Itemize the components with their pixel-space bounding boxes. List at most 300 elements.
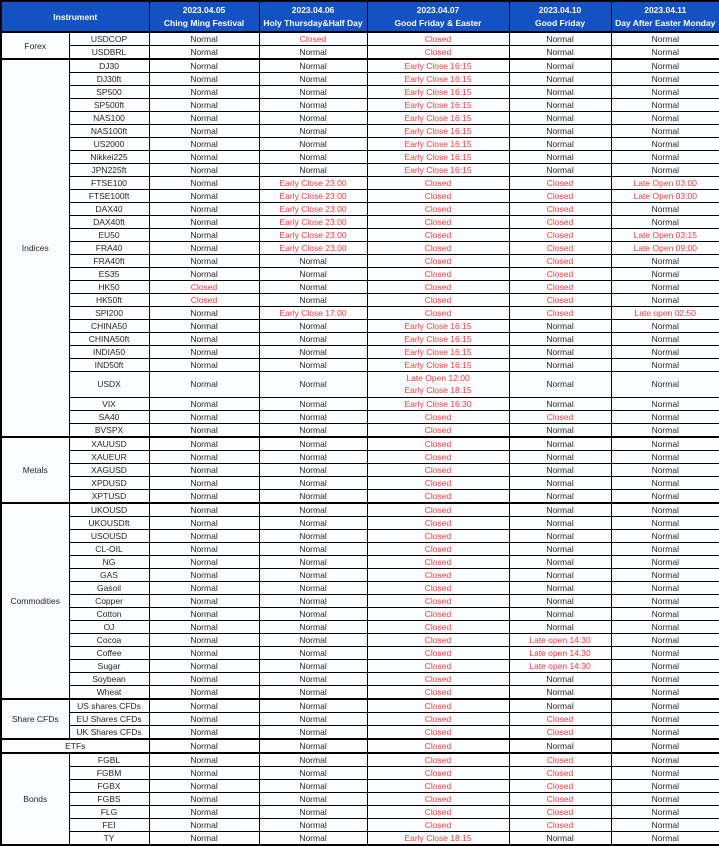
status-value: Normal: [190, 243, 218, 253]
status-value: Normal: [299, 700, 327, 711]
status-value: Normal: [190, 673, 218, 684]
status-cell: [509, 46, 611, 60]
status-cell: [367, 779, 509, 792]
status-value: Normal: [190, 780, 218, 791]
status-value: Closed: [546, 282, 574, 292]
status-cell: [367, 359, 509, 372]
status-cell: [611, 242, 719, 255]
status-value: Normal: [651, 379, 679, 390]
status-cell: [509, 112, 611, 125]
status-value: Closed: [424, 647, 452, 658]
status-cell: [259, 503, 367, 517]
status-cell: [367, 450, 509, 463]
status-cell: [149, 831, 259, 845]
status-cell: [149, 333, 259, 346]
status-cell: [149, 712, 259, 725]
status-cell: [149, 555, 259, 568]
instrument-cell: OJ: [69, 620, 149, 633]
status-cell: [509, 805, 611, 818]
status-value: Normal: [546, 321, 574, 331]
instrument-cell: IND50ft: [69, 359, 149, 372]
status-cell: [367, 555, 509, 568]
status-cell: [367, 59, 509, 73]
status-value: Closed: [424, 530, 452, 541]
table-row: [1, 372, 719, 398]
status-cell: [149, 463, 259, 476]
table-row: [1, 229, 719, 242]
status-cell: [149, 503, 259, 517]
instrument-cell: FGBX: [69, 779, 149, 792]
table-row: [1, 151, 719, 164]
status-value: Closed: [424, 217, 452, 227]
status-value: Closed: [424, 621, 452, 632]
status-value: Late Open 03:00: [633, 191, 697, 201]
status-value: Normal: [546, 139, 574, 149]
status-value: Normal: [299, 660, 327, 671]
status-value: Normal: [190, 464, 218, 475]
status-value: Closed: [424, 700, 452, 711]
status-value: Closed: [424, 451, 452, 462]
instrument-cell: Cotton: [69, 607, 149, 620]
status-value: Normal: [190, 347, 218, 357]
status-value: Early Close 16:15: [404, 74, 472, 84]
status-value: Normal: [299, 582, 327, 593]
status-cell: [259, 516, 367, 529]
table-row: [1, 333, 719, 346]
status-value: Closed: [424, 634, 452, 645]
status-value: Late open 14:30: [529, 634, 591, 645]
status-cell: [149, 725, 259, 739]
status-value: Normal: [651, 204, 679, 214]
status-cell: [259, 294, 367, 307]
status-cell: [259, 423, 367, 437]
status-cell: [611, 568, 719, 581]
group-cell: Metals: [1, 437, 69, 503]
status-value: Normal: [651, 61, 679, 71]
status-value: Normal: [299, 713, 327, 724]
status-cell: [611, 779, 719, 792]
status-value: Normal: [299, 139, 327, 149]
table-row: [1, 792, 719, 805]
instrument-cell: TY: [69, 831, 149, 845]
status-cell: [367, 568, 509, 581]
status-cell: [367, 281, 509, 294]
instrument-cell: VIX: [69, 397, 149, 410]
status-cell: [367, 46, 509, 60]
instrument-cell: UKOUSDft: [69, 516, 149, 529]
status-cell: [367, 164, 509, 177]
status-cell: [509, 268, 611, 281]
status-cell: [367, 672, 509, 685]
group-cell: Commodities: [1, 503, 69, 699]
status-value: Early Close 16:15: [404, 61, 472, 71]
status-value: Normal: [190, 832, 218, 843]
status-value: Closed: [424, 780, 452, 791]
instrument-cell: CHINA50: [69, 320, 149, 333]
instrument-cell: Soybean: [69, 672, 149, 685]
table-row: [1, 255, 719, 268]
status-value: Normal: [299, 634, 327, 645]
status-cell: [611, 712, 719, 725]
status-cell: [367, 346, 509, 359]
status-cell: [611, 151, 719, 164]
status-cell: [149, 753, 259, 767]
status-value: Normal: [651, 126, 679, 136]
status-cell: [509, 779, 611, 792]
status-cell: [509, 529, 611, 542]
table-row: [1, 463, 719, 476]
status-cell: [149, 792, 259, 805]
status-value: Normal: [546, 126, 574, 136]
status-cell: [611, 229, 719, 242]
status-value: Normal: [651, 754, 679, 765]
status-value: Normal: [651, 321, 679, 331]
status-value: Closed: [424, 806, 452, 817]
status-cell: [259, 725, 367, 739]
instrument-cell: BVSPX: [69, 423, 149, 437]
instrument-cell: FTSE100: [69, 177, 149, 190]
status-cell: [509, 712, 611, 725]
status-cell: [149, 779, 259, 792]
status-value: Normal: [190, 139, 218, 149]
status-cell: [611, 831, 719, 845]
status-value: Closed: [299, 34, 327, 44]
instrument-cell: FGBS: [69, 792, 149, 805]
status-value: Normal: [299, 411, 327, 422]
table-row: [1, 281, 719, 294]
status-cell: [611, 672, 719, 685]
status-value: Early Close 23:00: [279, 230, 347, 240]
status-cell: [509, 86, 611, 99]
table-row: [1, 423, 719, 437]
instrument-cell: USDCOP: [69, 32, 149, 46]
status-value: Normal: [299, 61, 327, 71]
status-value: Normal: [546, 582, 574, 593]
status-value: Normal: [651, 113, 679, 123]
status-value: Closed: [424, 556, 452, 567]
status-cell: [367, 32, 509, 46]
status-cell: [149, 359, 259, 372]
status-cell: [611, 646, 719, 659]
status-value: Normal: [190, 595, 218, 606]
status-cell: [509, 151, 611, 164]
status-value: Normal: [546, 100, 574, 110]
status-value: Closed: [546, 243, 574, 253]
status-cell: [259, 659, 367, 672]
status-value: Normal: [546, 34, 574, 44]
status-cell: [509, 216, 611, 229]
status-value: Normal: [190, 47, 218, 57]
status-value: Normal: [651, 832, 679, 843]
status-value: Normal: [651, 530, 679, 541]
status-cell: [611, 281, 719, 294]
status-value: Normal: [190, 308, 218, 318]
status-value: Normal: [299, 780, 327, 791]
status-cell: [509, 753, 611, 767]
status-cell: [611, 581, 719, 594]
status-value: Closed: [424, 767, 452, 778]
status-cell: [259, 177, 367, 190]
status-cell: [509, 450, 611, 463]
status-value: Early Close 16:15: [404, 113, 472, 123]
status-cell: [367, 255, 509, 268]
status-value: Normal: [190, 767, 218, 778]
status-value: Normal: [299, 165, 327, 175]
table-row: [1, 555, 719, 568]
status-cell: [611, 177, 719, 190]
status-value: Normal: [299, 282, 327, 292]
status-value: Normal: [546, 424, 574, 435]
status-cell: [611, 203, 719, 216]
instrument-cell: JPN225ft: [69, 164, 149, 177]
status-cell: [259, 86, 367, 99]
status-value: Normal: [299, 767, 327, 778]
status-cell: [611, 372, 719, 398]
status-cell: [149, 229, 259, 242]
table-row: [1, 831, 719, 845]
status-value: Closed: [424, 582, 452, 593]
status-value: Normal: [190, 713, 218, 724]
table-row: [1, 242, 719, 255]
status-cell: [509, 766, 611, 779]
status-cell: [509, 463, 611, 476]
status-value: Normal: [651, 726, 679, 737]
table-row: [1, 138, 719, 151]
status-cell: [259, 568, 367, 581]
status-value: Normal: [651, 543, 679, 554]
status-value: Normal: [546, 113, 574, 123]
status-cell: [509, 739, 611, 753]
date-label: 2023.04.05: [182, 5, 226, 15]
status-cell: [611, 542, 719, 555]
table-row: [1, 739, 719, 753]
date-label: 2023.04.10: [538, 5, 582, 15]
status-value: Normal: [651, 347, 679, 357]
status-cell: [509, 242, 611, 255]
status-cell: [367, 712, 509, 725]
table-row: [1, 699, 719, 713]
status-value: Normal: [299, 673, 327, 684]
status-cell: [367, 685, 509, 699]
status-value: Normal: [546, 490, 574, 501]
status-value: Late Open 09:00: [633, 243, 697, 253]
status-cell: [149, 568, 259, 581]
status-value: Normal: [190, 569, 218, 580]
instrument-cell: Cocoa: [69, 633, 149, 646]
instrument-cell: DAX40: [69, 203, 149, 216]
status-value: Normal: [190, 152, 218, 162]
status-cell: [509, 73, 611, 86]
status-cell: [149, 268, 259, 281]
date-header-2023-04-05: [149, 1, 259, 32]
status-value: Normal: [299, 379, 327, 390]
status-cell: [259, 138, 367, 151]
group-cell: Bonds: [1, 753, 69, 845]
status-value: Normal: [546, 556, 574, 567]
status-value: Normal: [546, 621, 574, 632]
status-value: Closed: [546, 191, 574, 201]
table-row: [1, 190, 719, 203]
status-value: Early Close 16:15: [404, 321, 472, 331]
status-cell: [149, 99, 259, 112]
status-value: Normal: [190, 321, 218, 331]
status-cell: [259, 555, 367, 568]
status-cell: [611, 268, 719, 281]
status-value: Normal: [190, 61, 218, 71]
table-row: [1, 268, 719, 281]
status-cell: [367, 633, 509, 646]
table-row: [1, 294, 719, 307]
status-value: Normal: [190, 100, 218, 110]
status-value: Normal: [546, 673, 574, 684]
status-cell: [509, 190, 611, 203]
status-value: Normal: [190, 608, 218, 619]
status-cell: [367, 73, 509, 86]
status-cell: [611, 792, 719, 805]
table-row: [1, 818, 719, 831]
status-cell: [367, 542, 509, 555]
status-value: Normal: [651, 582, 679, 593]
status-value: Normal: [299, 543, 327, 554]
status-value: Normal: [546, 47, 574, 57]
table-row: [1, 753, 719, 767]
status-value: Normal: [546, 569, 574, 580]
status-cell: [259, 268, 367, 281]
instrument-cell: SPI200: [69, 307, 149, 320]
status-value: Normal: [651, 34, 679, 44]
status-value: Closed: [424, 660, 452, 671]
status-value: Closed: [546, 256, 574, 266]
status-value: Closed: [190, 282, 218, 292]
status-cell: [149, 151, 259, 164]
status-value: Normal: [190, 490, 218, 501]
status-cell: [259, 164, 367, 177]
instrument-cell: Nikkei225: [69, 151, 149, 164]
status-value: Closed: [546, 713, 574, 724]
status-cell: [259, 672, 367, 685]
status-cell: [509, 633, 611, 646]
status-value: Early Close 18:15: [404, 385, 472, 396]
table-row: [1, 73, 719, 86]
status-cell: [149, 489, 259, 503]
status-value: Closed: [546, 230, 574, 240]
status-cell: [149, 699, 259, 713]
status-cell: [149, 216, 259, 229]
status-value: Normal: [299, 793, 327, 804]
table-row: [1, 529, 719, 542]
status-cell: [259, 699, 367, 713]
status-value: Normal: [651, 256, 679, 266]
status-cell: [509, 229, 611, 242]
status-cell: [259, 739, 367, 753]
status-value: Normal: [546, 464, 574, 475]
instrument-cell: FLG: [69, 805, 149, 818]
status-cell: [259, 805, 367, 818]
status-cell: [149, 46, 259, 60]
status-cell: [259, 99, 367, 112]
status-cell: [259, 190, 367, 203]
status-cell: [611, 437, 719, 451]
instrument-cell: FGBL: [69, 753, 149, 767]
status-cell: [259, 229, 367, 242]
status-cell: [509, 542, 611, 555]
instrument-cell: XPDUSD: [69, 476, 149, 489]
status-value: Late open 02:50: [634, 308, 696, 318]
status-value: Closed: [424, 243, 452, 253]
status-cell: [611, 633, 719, 646]
status-cell: [367, 646, 509, 659]
status-value: Normal: [651, 139, 679, 149]
status-value: Normal: [299, 686, 327, 697]
status-value: Normal: [299, 647, 327, 658]
status-cell: [611, 125, 719, 138]
instrument-cell: FGBM: [69, 766, 149, 779]
status-cell: [149, 294, 259, 307]
status-value: Normal: [651, 87, 679, 97]
status-cell: [509, 581, 611, 594]
instrument-cell: Wheat: [69, 685, 149, 699]
status-cell: [367, 739, 509, 753]
status-value: Closed: [424, 686, 452, 697]
status-value: Early Close 23:00: [279, 178, 347, 188]
status-cell: [259, 203, 367, 216]
status-cell: [611, 410, 719, 423]
status-value: Closed: [424, 726, 452, 737]
instrument-cell: DJ30ft: [69, 73, 149, 86]
status-cell: [149, 125, 259, 138]
date-label: 2023.04.06: [291, 5, 335, 15]
instrument-cell: HK50: [69, 281, 149, 294]
status-cell: [149, 685, 259, 699]
status-cell: [509, 99, 611, 112]
date-label: 2023.04.11: [644, 5, 687, 15]
status-value: Closed: [424, 595, 452, 606]
status-cell: [367, 463, 509, 476]
status-cell: [367, 112, 509, 125]
status-value: Early Close 23:00: [279, 204, 347, 214]
status-cell: [259, 359, 367, 372]
date-header-2023-04-07: [367, 1, 509, 32]
status-value: Normal: [190, 740, 218, 751]
status-value: Normal: [190, 34, 218, 44]
status-value: Normal: [299, 477, 327, 488]
status-cell: [367, 333, 509, 346]
status-cell: [259, 151, 367, 164]
status-value: Normal: [546, 451, 574, 462]
status-cell: [149, 307, 259, 320]
status-cell: [259, 685, 367, 699]
status-cell: [509, 555, 611, 568]
status-cell: [509, 685, 611, 699]
table-row: [1, 672, 719, 685]
status-cell: [509, 359, 611, 372]
status-cell: [509, 320, 611, 333]
instrument-cell: XAGUSD: [69, 463, 149, 476]
status-cell: [367, 125, 509, 138]
status-cell: [367, 203, 509, 216]
table-row: [1, 112, 719, 125]
status-cell: [509, 503, 611, 517]
instrument-cell: NG: [69, 555, 149, 568]
instrument-cell: USDBRL: [69, 46, 149, 60]
status-cell: [149, 164, 259, 177]
status-value: Normal: [651, 673, 679, 684]
status-value: Closed: [546, 269, 574, 279]
instrument-cell: FRA40: [69, 242, 149, 255]
status-value: Normal: [299, 152, 327, 162]
table-row: [1, 437, 719, 451]
instrument-cell: DAX40ft: [69, 216, 149, 229]
